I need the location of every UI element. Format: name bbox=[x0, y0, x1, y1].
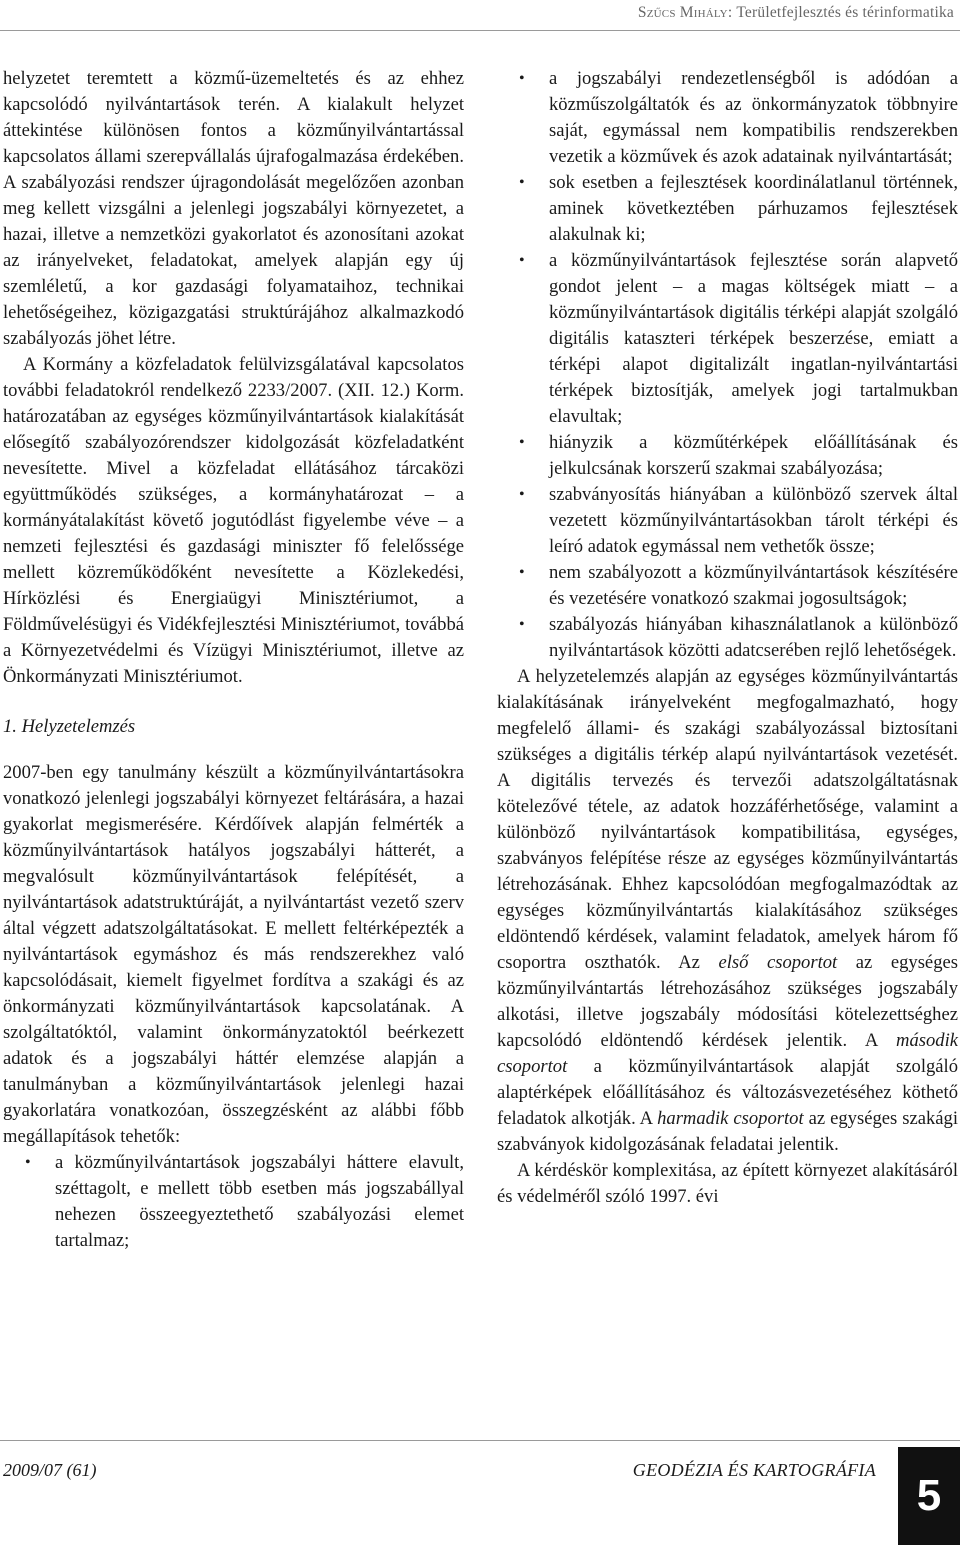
list-item-text: szabványosítás hiányában a különböző szervek által vezetett közműnyilvántartásokban tárolt térképi és leíró adatok egymással nem vethetők össze; bbox=[549, 484, 958, 557]
running-header bbox=[638, 0, 954, 26]
bullet-list bbox=[3, 1150, 464, 1254]
list-item bbox=[497, 430, 958, 482]
list-item-text: sok esetben a fejlesztések koordinálatlanul történnek, aminek következtében párhuzamos fejlesztések alakulnak ki; bbox=[549, 172, 958, 245]
footer-journal: GEODÉZIA ÉS KARTOGRÁFIA bbox=[632, 1460, 876, 1480]
text-run: A helyzetelemzés alapján az egységes közműnyilvántartás kialakításának irányelveként megfogalmazható, hogy megfelelő állami- és szakági szabályozással biztosítani szükséges a digitális térkép alapú nyilvántartások vezetését. A digitális tervezés és tervezői adatszolgáltatásnak kötelezővé tétele, az adatok hozzáférhetősége, valamint a különböző nyilvántartások kompatibilitása, egységes, szabványos felépítése része az egységes közműnyilvántartás létrehozásának. Ehhez kapcsolódóan megfogalmazódtak az egységes közműnyilvántartás kialakításához szükséges eldöntendő kérdések, valamint feladatok, amelyek három fő csoportra oszthatók. Az bbox=[497, 666, 958, 973]
bullet-icon: • bbox=[25, 1154, 31, 1171]
footer-issue: 2009/07 (61) bbox=[3, 1460, 97, 1480]
list-item-text: a jogszabályi rendezetlenségből is adódóan a közműszolgáltatók és az önkormányzatok többnyire saját, egymással nem kompatibilis rendszerekben vezetik a közművek és azok adatainak nyilvántartását; bbox=[549, 68, 958, 167]
list-item-text: a közműnyilvántartások fejlesztése során alapvető gondot jelent – a magas költségek miatt – a közműnyilvántartások digitális térképi alapját szolgáló digitális kataszteri térképek beszerzése, emiatt a térképi alapot digitalizált ingatlan-nyilvántartási térképek biztosítják, amelyek jogi tartalmukban elavultak; bbox=[549, 250, 958, 427]
text-run: az egységes szakági szabványok kidolgozásának feladatai jelentik. bbox=[497, 1108, 958, 1155]
page-number: 5 bbox=[898, 1447, 960, 1545]
header-title: Területfejlesztés és térinformatika bbox=[736, 4, 954, 21]
header-divider bbox=[0, 30, 960, 31]
list-item bbox=[497, 612, 958, 664]
section-heading: 1. Helyzetelemzés bbox=[3, 716, 136, 737]
list-item-text: a közműnyilvántartások jogszabályi háttere elavult, széttagolt, e mellett több esetben más jogszabállyal nehezen összeegyeztethető szabályozási elemet tartalmaz; bbox=[55, 1152, 464, 1251]
list-item bbox=[497, 66, 958, 170]
text-run: a közműnyilvántartások alapját szolgáló alaptérképek előállításához és változásvezetéséhez köthető feladatok alkotják. A bbox=[497, 1056, 958, 1129]
left-column bbox=[3, 66, 464, 1254]
list-item-text: hiányzik a közműtérképek előállításának és jelkulcsának korszerű szakmai szabályozása; bbox=[549, 432, 958, 479]
bullet-icon: • bbox=[519, 486, 525, 503]
paragraph: helyzetet teremtett a közmű-üzemeltetés és az ehhez kapcsolódó nyilvántartások terén. A kialakult helyzet áttekintése különösen fontos a közműnyilvántartással kapcsolatos állami szerepvállalás újrafogalmazása érdekében. A szabályozási rendszer újragondolását megelőzően azonban meg kellett vizsgálni a jelenlegi jogszabályi környezetet, a hazai, illetve a nemzetközi gyakorlatot és azonosítani azokat az irányelveket, feladatokat, amelyek alapján egy új szemléletű, a kor gazdasági folyamataihoz, technikai lehetőségeihez, közigazgatási struktúrájához alkalmazkodó szabályozás jöhet létre. bbox=[3, 68, 464, 349]
list-item bbox=[497, 560, 958, 612]
list-item bbox=[3, 1150, 464, 1254]
bullet-icon: • bbox=[519, 564, 525, 581]
right-column bbox=[497, 66, 958, 1210]
bullet-icon: • bbox=[519, 616, 525, 633]
bullet-icon: • bbox=[519, 434, 525, 451]
paragraph: A kérdéskör komplexitása, az épített környezet alakításáról és védelméről szóló 1997. évi bbox=[497, 1160, 958, 1207]
emphasis: első csoportot bbox=[718, 952, 838, 973]
emphasis: második csoportot bbox=[497, 1030, 958, 1077]
list-item-text: nem szabályozott a közműnyilvántartások készítésére és vezetésére vonatkozó szakmai jogosultságok; bbox=[549, 562, 958, 609]
bullet-icon: • bbox=[519, 70, 525, 87]
footer-divider bbox=[0, 1440, 960, 1441]
bullet-list bbox=[497, 66, 958, 664]
paragraph bbox=[497, 664, 958, 1158]
bullet-icon: • bbox=[519, 174, 525, 191]
bullet-icon: • bbox=[519, 252, 525, 269]
list-item bbox=[497, 482, 958, 560]
paragraph: 2007-ben egy tanulmány készült a közműnyilvántartásokra vonatkozó jelenlegi jogszabályi környezet feltárására, a hazai gyakorlat megismerésére. Kérdőívek alapján felmérték a közműnyilvántartások hatályos jogszabályi hátterét, a megvalósult közműnyilvántartások felépítését, a nyilvántartások adatstruktúráját, a nyilvántartást vezető szerv által végzett adatszolgáltatásokat. E mellett feltérképezték a nyilvántartások egymáshoz és más rendszerekhez való kapcsolódásait, kiemelt figyelmet fordítva a szakági és az önkormányzati közműnyilvántartások kapcsolatának. A szolgáltatóktól, valamint önkormányzatoktól beérkezett adatok és a jogszabályi háttér elemzése alapján a tanulmányban a közműnyilvántartások jelenlegi hazai gyakorlatára vonatkozóan, összegzésként az alábbi főbb megállapítások tehetők: bbox=[3, 762, 464, 1147]
header-author: Szűcs Mihály: bbox=[637, 4, 733, 21]
list-item bbox=[497, 248, 958, 430]
paragraph: A Kormány a közfeladatok felülvizsgálatával kapcsolatos további feladatokról rendelkező 2233/2007. (XII. 12.) Korm. határozatában az egységes közműnyilvántartások kialakítását elősegítő szabályozórendszer kidolgozását közfeladatként nevesítette. Mivel a közfeladat ellátásához tárcaközi együttműködés szükséges, a kormányhatározat – a kormányátalakítást követő jogutódlást figyelembe véve – a nemzeti fejlesztési és gazdasági miniszter fő felelőssége mellett közreműködőként nevesítette a Közlekedési, Hírközlési és Energiaügyi Minisztériumot, a Földművelésügyi és Vidékfejlesztési Minisztériumot, továbbá a Környezetvédelmi és Vízügyi Minisztériumot, illetve az Önkormányzati Minisztériumot. bbox=[3, 354, 464, 687]
list-item-text: szabályozás hiányában kihasználatlanok a különböző nyilvántartások közötti adatcserében rejlő lehetőségek. bbox=[549, 614, 958, 661]
emphasis: harmadik csoportot bbox=[657, 1108, 804, 1129]
text-run: az egységes közműnyilvántartás létrehozásához szükséges jogszabály alkotási, illetve jogszabály módosítási kötelezettséghez kapcsolódó eldöntendő kérdések jelentik. A bbox=[497, 952, 958, 1051]
list-item bbox=[497, 170, 958, 248]
